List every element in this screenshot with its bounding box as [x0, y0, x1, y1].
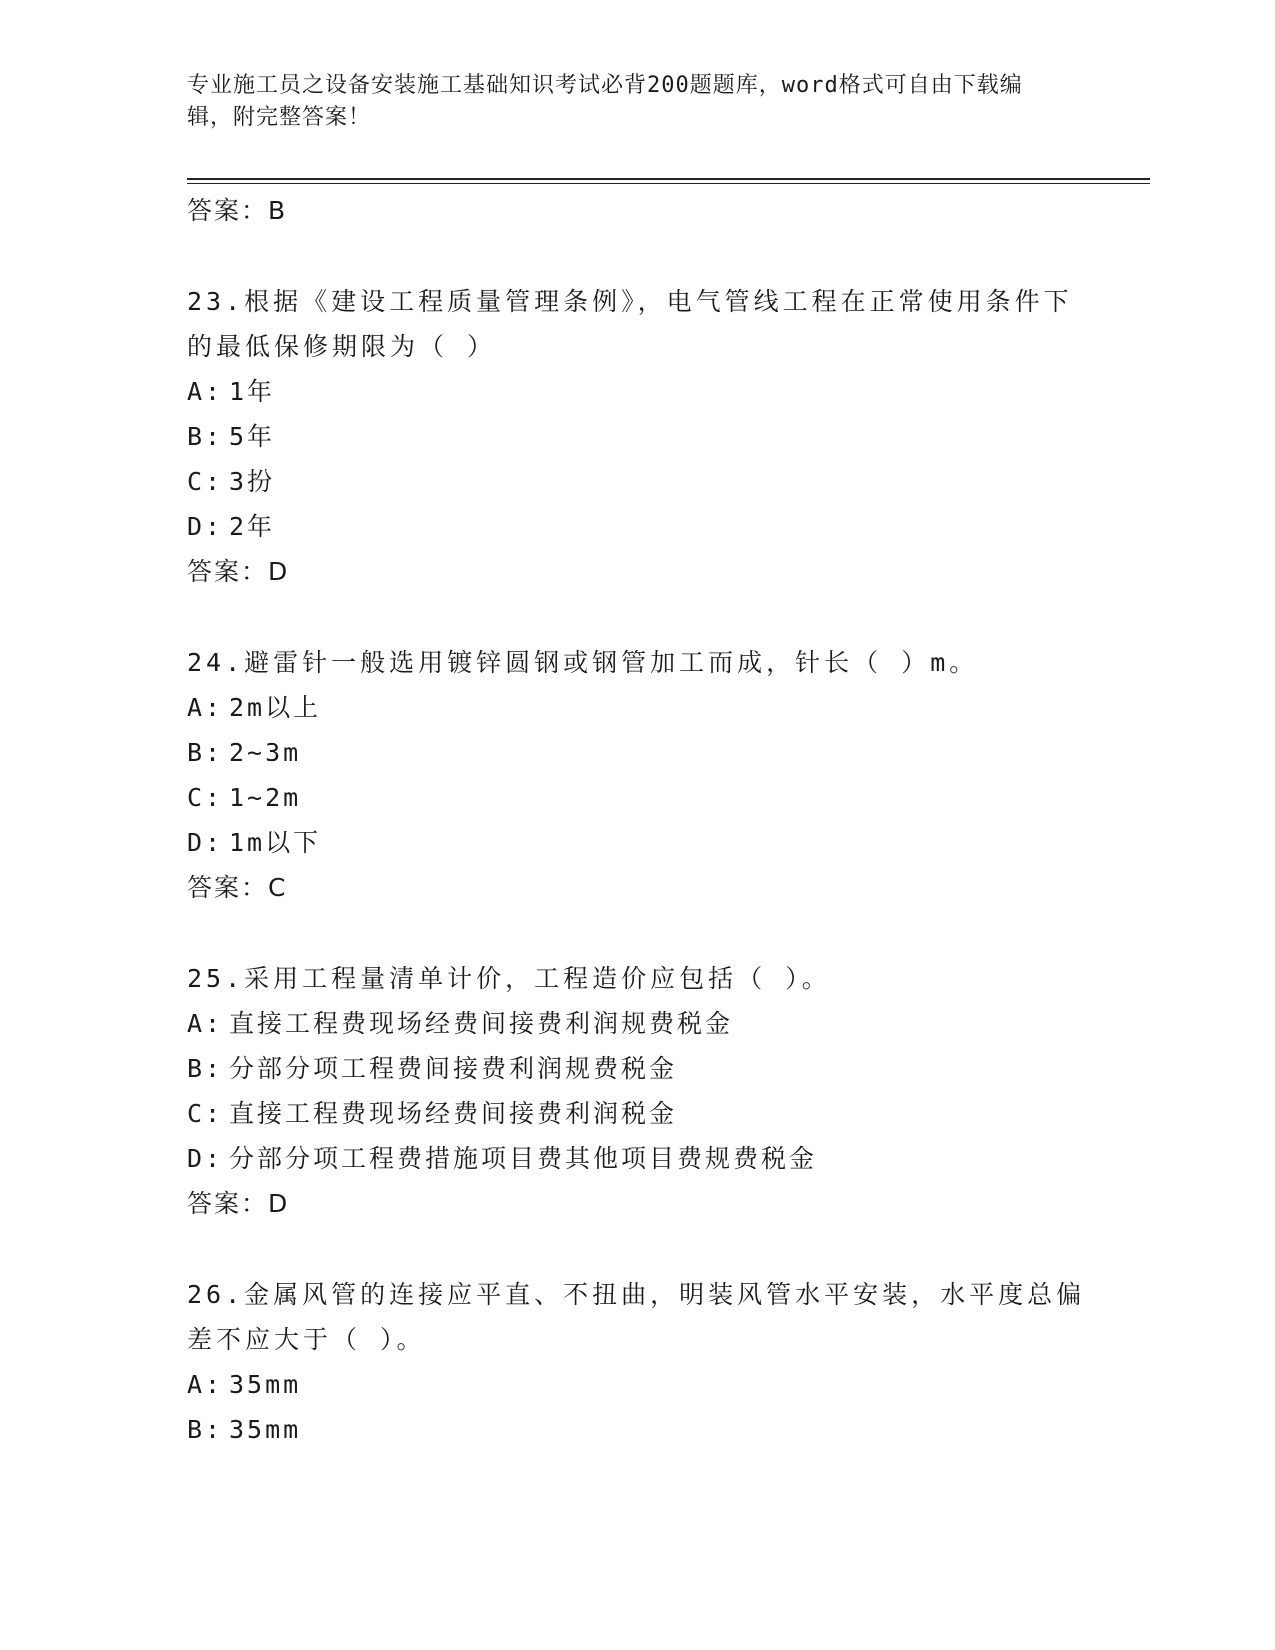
- option-key: B:: [187, 1054, 224, 1083]
- option-key: B:: [187, 738, 224, 767]
- question-block: [187, 956, 1087, 1226]
- page-header: 专业施工员之设备安装施工基础知识考试必背200题题库，word格式可自由下载编辑，附完整答案！: [187, 73, 1023, 130]
- option-b: [187, 1046, 1087, 1091]
- option-c: [187, 459, 1087, 504]
- option-key: D:: [187, 1144, 224, 1173]
- option-key: D:: [187, 512, 224, 541]
- option-text: 分部分项工程费措施项目费其他项目费规费税金: [229, 1144, 818, 1173]
- option-key: B:: [187, 422, 224, 451]
- option-key: A:: [187, 1370, 224, 1399]
- option-text: 1m以下: [229, 828, 322, 857]
- option-b: [187, 1407, 1087, 1452]
- option-text: 直接工程费现场经费间接费利润税金: [229, 1099, 678, 1128]
- option-text: 1年: [229, 377, 276, 406]
- option-text: 35mm: [229, 1370, 302, 1399]
- option-key: A:: [187, 1009, 224, 1038]
- question-block: [187, 640, 1087, 910]
- option-a: [187, 369, 1087, 414]
- header-divider-thin: [187, 183, 1150, 184]
- option-text: 2~3m: [229, 738, 302, 767]
- question-block: [187, 279, 1087, 594]
- answer-line: 答案：D: [187, 1189, 290, 1218]
- question-text: 23.根据《建设工程质量管理条例》，电气管线工程在正常使用条件下的最低保修期限为（ ）: [187, 287, 1073, 361]
- answer-line: 答案：D: [187, 557, 290, 586]
- question-list: [187, 188, 1087, 1452]
- option-key: A:: [187, 693, 224, 722]
- option-key: C:: [187, 783, 224, 812]
- option-a: [187, 1362, 1087, 1407]
- option-text: 直接工程费现场经费间接费利润规费税金: [229, 1009, 734, 1038]
- option-key: A:: [187, 377, 224, 406]
- question-text: 25.采用工程量清单计价，工程造价应包括（ ）。: [187, 964, 831, 993]
- option-d: [187, 504, 1087, 549]
- option-c: [187, 1091, 1087, 1136]
- option-text: 35mm: [229, 1415, 302, 1444]
- answer-line: 答案：B: [187, 196, 288, 225]
- option-a: [187, 685, 1087, 730]
- option-key: C:: [187, 1099, 224, 1128]
- header-divider: [187, 178, 1150, 180]
- spacer: [187, 233, 1087, 279]
- option-key: C:: [187, 467, 224, 496]
- option-a: [187, 1001, 1087, 1046]
- answer-line: 答案：C: [187, 873, 288, 902]
- spacer: [187, 594, 1087, 640]
- option-text: 2年: [229, 512, 276, 541]
- option-key: B:: [187, 1415, 224, 1444]
- option-d: [187, 820, 1087, 865]
- option-b: [187, 414, 1087, 459]
- spacer: [187, 1226, 1087, 1272]
- question-block: [187, 1272, 1087, 1452]
- option-b: [187, 730, 1087, 775]
- option-c: [187, 775, 1087, 820]
- spacer: [187, 910, 1087, 956]
- option-text: 1~2m: [229, 783, 302, 812]
- option-text: 2m以上: [229, 693, 322, 722]
- option-d: [187, 1136, 1087, 1181]
- option-key: D:: [187, 828, 224, 857]
- option-text: 5年: [229, 422, 276, 451]
- option-text: 分部分项工程费间接费利润规费税金: [229, 1054, 678, 1083]
- question-text: 24.避雷针一般选用镀锌圆钢或钢管加工而成，针长（ ）m。: [187, 648, 979, 677]
- question-text: 26.金属风管的连接应平直、不扭曲，明装风管水平安装，水平度总偏差不应大于（ ）。: [187, 1280, 1086, 1354]
- option-text: 3扮: [229, 467, 276, 496]
